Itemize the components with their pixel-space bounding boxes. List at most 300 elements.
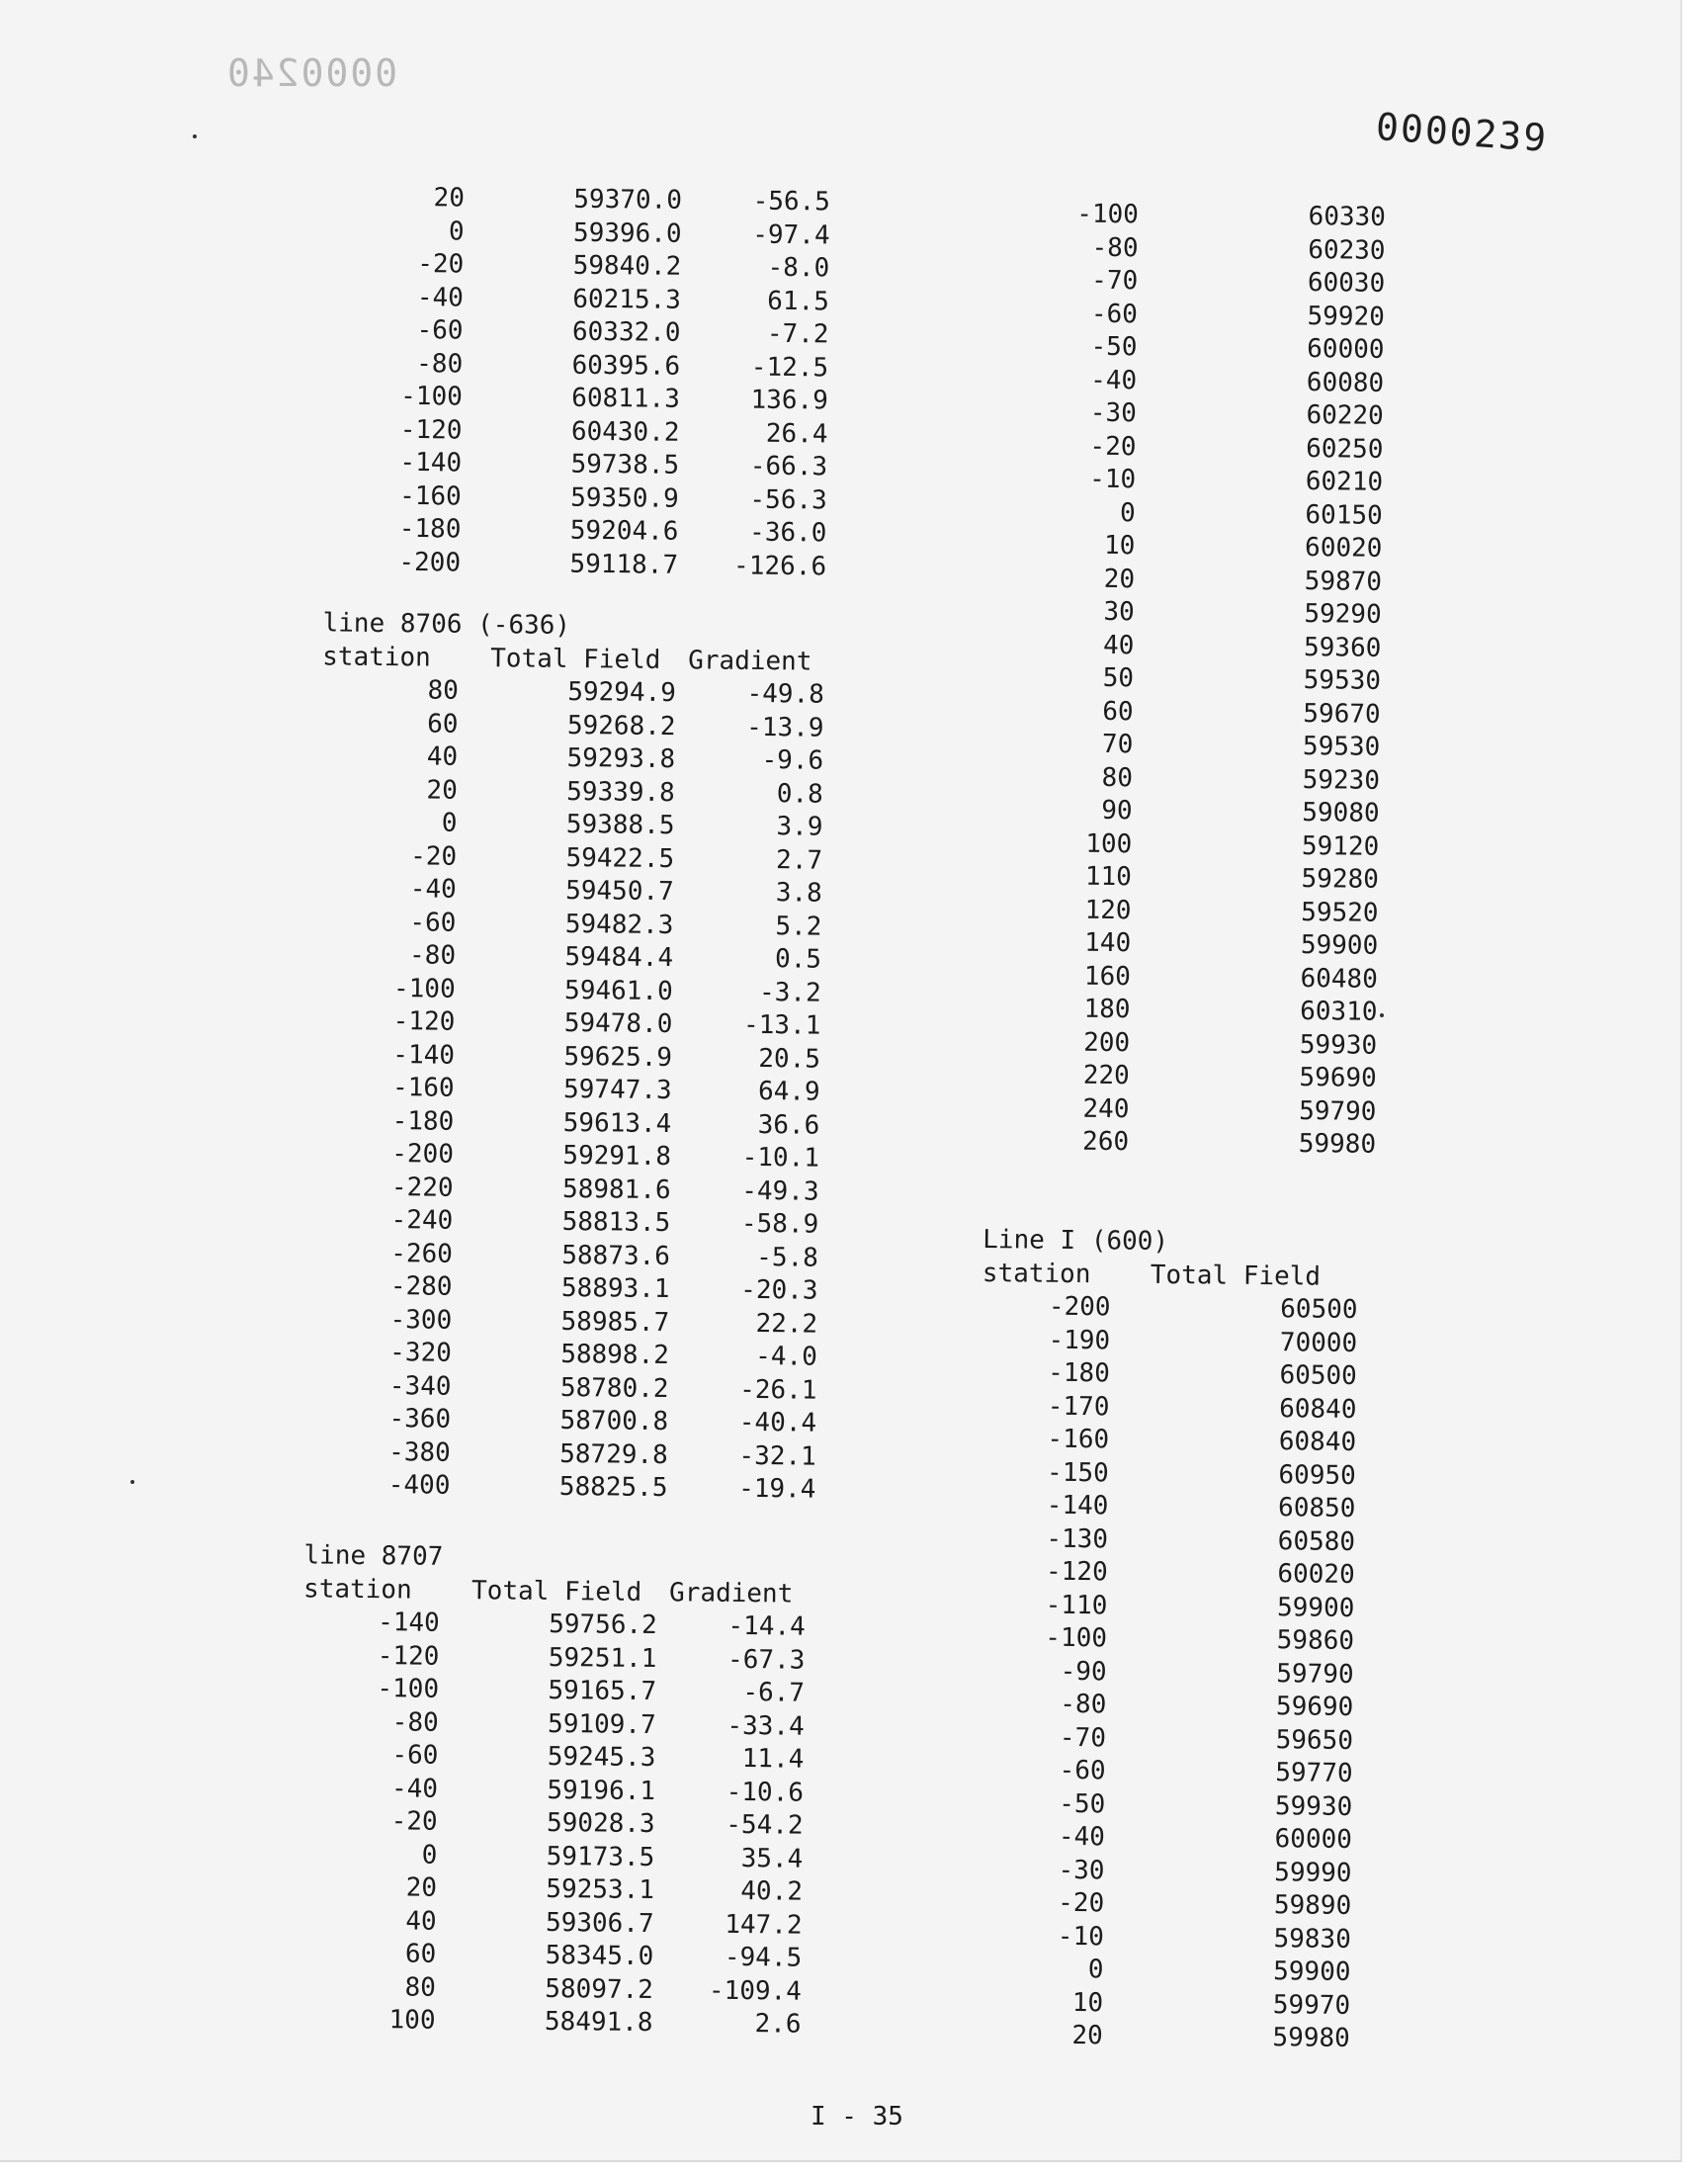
table-row — [350, 1639, 805, 1677]
total-field-cell: 59350.9 — [570, 482, 679, 514]
station-cell: -170 — [1047, 1391, 1110, 1422]
station-cell: -260 — [390, 1238, 454, 1269]
station-cell: -80 — [1060, 1689, 1107, 1720]
station-cell: -40 — [1090, 365, 1138, 395]
station-cell: -50 — [1059, 1788, 1106, 1819]
total-field-cell: 59339.8 — [566, 776, 675, 808]
table-row — [1003, 1621, 1354, 1658]
station-cell: -180 — [1048, 1357, 1110, 1389]
total-field-cell: 58780.2 — [559, 1372, 669, 1404]
table-row — [1027, 926, 1378, 963]
gradient-cell: -56.5 — [752, 186, 831, 218]
speck-mark — [193, 134, 197, 138]
gradient-cell: -3.2 — [758, 977, 821, 1008]
gradient-cell: -26.1 — [739, 1374, 817, 1406]
total-field-cell: 59173.5 — [546, 1841, 655, 1872]
table-row — [1029, 695, 1380, 732]
total-field-cell: 70000 — [1279, 1327, 1358, 1358]
gradient-cell: -20.3 — [740, 1274, 818, 1306]
station-cell: -50 — [1090, 331, 1138, 363]
table-row — [1006, 1324, 1357, 1360]
total-field-cell: 59165.7 — [548, 1675, 657, 1707]
gradient-cell: 2.7 — [775, 844, 823, 876]
gradient-cell: -97.4 — [752, 219, 830, 250]
total-field-cell: 60850 — [1277, 1493, 1356, 1523]
station-cell: -180 — [398, 513, 462, 545]
gradient-cell: -56.3 — [749, 484, 827, 515]
total-field-cell: 59625.9 — [563, 1041, 673, 1073]
total-field-cell: 60500 — [1279, 1360, 1357, 1392]
station-cell: -60 — [416, 315, 464, 346]
station-cell: -60 — [409, 907, 457, 938]
station-cell: 40 — [1102, 630, 1135, 660]
total-field-cell: 59196.1 — [547, 1775, 656, 1806]
total-field-cell: 60210 — [1305, 467, 1384, 497]
station-cell: 60 — [404, 1939, 437, 1969]
station-cell: 20 — [433, 183, 466, 214]
total-field-cell: 59870 — [1304, 566, 1383, 597]
station-cell: -160 — [391, 1073, 455, 1103]
station-cell: 50 — [1102, 662, 1135, 694]
station-cell: -220 — [390, 1172, 454, 1203]
station-cell: -40 — [390, 1773, 439, 1804]
table-row — [363, 1337, 817, 1374]
line-8707-rows — [346, 1607, 806, 2042]
station-cell: -100 — [392, 973, 456, 1004]
table-row — [368, 807, 822, 844]
gradient-cell: 3.8 — [775, 878, 822, 909]
total-field-cell: 58345.0 — [545, 1940, 654, 1972]
table-row — [1005, 1390, 1356, 1427]
table-row — [366, 1038, 820, 1076]
total-field-cell: 59290 — [1304, 599, 1382, 630]
table-row — [346, 2004, 801, 2042]
total-field-cell: 59613.4 — [562, 1107, 672, 1139]
table-row — [375, 215, 829, 252]
station-cell: 40 — [405, 1905, 437, 1937]
table-row — [1000, 1886, 1351, 1923]
station-cell: -130 — [1046, 1523, 1109, 1554]
station-cell: -20 — [417, 249, 465, 280]
table-row — [1030, 629, 1381, 665]
table-row — [364, 1237, 818, 1274]
table-row — [1026, 1059, 1377, 1095]
station-cell: -120 — [377, 1640, 440, 1672]
station-cell: -100 — [400, 381, 463, 412]
page-stamp: 0000239 — [1374, 104, 1550, 161]
station-cell: 20 — [405, 1872, 438, 1903]
table-row — [1003, 1589, 1354, 1625]
table-row — [361, 1469, 815, 1507]
table-row — [1032, 463, 1383, 499]
total-field-cell: 59690 — [1299, 1063, 1377, 1093]
table-row — [347, 1938, 802, 1975]
gradient-cell: 64.9 — [757, 1077, 820, 1107]
station-cell: -190 — [1048, 1325, 1111, 1355]
table-row — [1005, 1423, 1356, 1459]
table-row — [1004, 1555, 1355, 1592]
total-field-cell: 59890 — [1273, 1890, 1352, 1921]
station-cell: -140 — [1046, 1490, 1109, 1522]
gradient-cell: -49.8 — [746, 678, 825, 710]
station-cell: 30 — [1103, 596, 1135, 628]
total-field-cell: 59860 — [1276, 1625, 1355, 1656]
station-cell: -140 — [392, 1039, 456, 1071]
station-cell: -120 — [399, 414, 463, 446]
line-8707-title: line 8707 — [303, 1540, 444, 1572]
station-cell: 80 — [404, 1971, 437, 2003]
table-row — [1033, 396, 1384, 433]
gradient-cell: -14.4 — [727, 1610, 806, 1642]
gradient-cell: -58.9 — [740, 1208, 819, 1240]
station-cell: -380 — [388, 1436, 451, 1468]
table-row — [1002, 1721, 1353, 1758]
total-field-cell: 58729.8 — [559, 1438, 668, 1470]
table-row — [1027, 960, 1378, 997]
station-cell: -70 — [1091, 265, 1139, 297]
gradient-cell: 147.2 — [725, 1909, 803, 1941]
total-field-cell: 59478.0 — [563, 1007, 673, 1040]
total-field-cell: 59482.3 — [564, 909, 674, 940]
total-field-cell: 58873.6 — [561, 1240, 671, 1271]
table-row — [349, 1772, 804, 1809]
station-cell: -40 — [416, 282, 465, 313]
total-field-cell: 59280 — [1301, 864, 1380, 895]
table-row — [372, 546, 826, 583]
station-cell: -110 — [1045, 1590, 1108, 1620]
table-row — [364, 1171, 818, 1208]
station-cell: 60 — [1102, 696, 1134, 727]
total-field-cell: 59990 — [1274, 1857, 1352, 1888]
table-row — [348, 1838, 803, 1875]
station-cell: -20 — [1058, 1887, 1105, 1919]
total-field-cell: 60500 — [1280, 1294, 1358, 1326]
station-cell: -150 — [1046, 1457, 1109, 1488]
station-cell: 120 — [1084, 895, 1132, 925]
table-row — [369, 740, 823, 778]
total-field-cell: 59370.0 — [573, 184, 683, 216]
table-row — [1001, 1754, 1352, 1790]
total-field-cell: 59293.8 — [566, 742, 676, 775]
total-field-cell: 59360 — [1303, 632, 1382, 663]
table-row — [373, 479, 827, 517]
total-field-cell: 59830 — [1273, 1923, 1351, 1955]
total-field-cell: 60020 — [1304, 533, 1383, 564]
line-8706-rows — [361, 674, 824, 1507]
table-row — [362, 1403, 816, 1440]
total-field-cell: 60332.0 — [571, 316, 681, 348]
gradient-cell: -54.2 — [726, 1809, 804, 1841]
table-row — [362, 1369, 816, 1407]
table-row — [1033, 330, 1384, 367]
table-row — [374, 381, 828, 418]
total-field-cell: 59530 — [1303, 665, 1382, 696]
table-row — [999, 2019, 1350, 2055]
total-field-cell: 59690 — [1275, 1692, 1354, 1722]
total-field-cell: 59920 — [1307, 301, 1386, 332]
station-cell: 20 — [1103, 564, 1136, 594]
station-cell: 100 — [1085, 828, 1133, 859]
gradient-cell: -4.0 — [755, 1341, 817, 1372]
station-cell: 100 — [388, 2005, 436, 2036]
table-row — [1030, 661, 1381, 698]
gradient-cell: -32.1 — [738, 1440, 816, 1472]
gradient-cell: -12.5 — [750, 352, 829, 383]
station-cell: -10 — [1088, 464, 1137, 495]
table-row — [1031, 595, 1382, 632]
station-cell: 10 — [1071, 1987, 1104, 2018]
table-row — [1032, 430, 1383, 467]
station-cell: -360 — [388, 1404, 452, 1435]
total-field-cell: 59291.8 — [562, 1140, 672, 1173]
station-cell: 0 — [441, 808, 458, 838]
total-field-cell: 59747.3 — [562, 1074, 672, 1106]
station-cell: 0 — [1087, 1955, 1104, 1985]
gradient-cell: -13.1 — [742, 1009, 821, 1041]
table-row — [1028, 827, 1379, 864]
table-row — [350, 1673, 805, 1710]
table-row — [367, 939, 821, 977]
table-row — [347, 1904, 802, 1942]
total-field-cell: 59900 — [1273, 1957, 1351, 1987]
line-8707-header — [303, 1573, 806, 1611]
total-field-header: Total Field — [1150, 1260, 1322, 1292]
station-cell: -70 — [1059, 1722, 1107, 1753]
gradient-cell: 11.4 — [741, 1744, 805, 1775]
station-cell: -140 — [377, 1608, 440, 1638]
total-field-cell: 58813.5 — [561, 1206, 671, 1239]
table-row — [1034, 231, 1385, 268]
table-row — [365, 1138, 819, 1175]
total-field-cell: 59253.1 — [546, 1873, 655, 1906]
gradient-cell: 36.6 — [757, 1109, 820, 1141]
station-cell: -300 — [389, 1304, 453, 1336]
total-field-cell: 59109.7 — [547, 1708, 656, 1740]
total-field-cell: 59251.1 — [548, 1642, 657, 1674]
gradient-cell: -13.9 — [746, 712, 824, 743]
station-cell: -200 — [398, 547, 462, 578]
station-cell: 10 — [1103, 530, 1136, 562]
total-field-cell: 58097.2 — [545, 1973, 654, 2005]
table-row — [370, 674, 824, 712]
line-I-section — [975, 1224, 1359, 2055]
table-row — [351, 1607, 806, 1644]
station-cell: 110 — [1084, 861, 1133, 893]
total-field-cell: 60395.6 — [571, 350, 681, 382]
station-cell: -200 — [391, 1139, 455, 1170]
station-cell: 0 — [1119, 497, 1136, 528]
station-cell: -90 — [1060, 1656, 1107, 1687]
table-row — [1002, 1655, 1353, 1692]
table-row — [1035, 198, 1386, 234]
table-row — [1001, 1787, 1352, 1824]
station-cell: -60 — [1090, 299, 1139, 329]
total-field-cell: 59245.3 — [547, 1741, 656, 1774]
total-field-cell: 59306.7 — [545, 1907, 654, 1939]
line-8706-title: line 8706 (-636) — [322, 608, 571, 641]
station-cell: 260 — [1081, 1126, 1130, 1158]
table-row — [348, 1805, 803, 1843]
page-number: I - 35 — [811, 2102, 903, 2132]
station-cell: 200 — [1083, 1027, 1131, 1058]
total-field-cell: 58491.8 — [544, 2006, 653, 2039]
table-row — [366, 1005, 820, 1043]
total-field-header: Total Field — [470, 1575, 642, 1608]
gradient-cell: -10.6 — [726, 1777, 805, 1808]
total-field-cell: 60000 — [1307, 334, 1385, 365]
total-field-cell: 58700.8 — [559, 1405, 669, 1437]
station-cell: -200 — [1048, 1291, 1111, 1323]
station-cell: -120 — [1045, 1556, 1108, 1588]
table-row — [367, 906, 821, 943]
table-row — [1025, 1125, 1376, 1162]
total-field-cell: 60330 — [1308, 202, 1387, 232]
station-cell: 180 — [1083, 994, 1131, 1025]
speck-mark — [1380, 1013, 1384, 1017]
station-cell: -160 — [1047, 1424, 1110, 1455]
station-cell: -320 — [389, 1338, 453, 1368]
station-cell: -100 — [1076, 199, 1140, 230]
station-header: station — [982, 1258, 1091, 1289]
total-field-cell: 60020 — [1277, 1559, 1355, 1590]
total-field-cell: 58825.5 — [558, 1471, 668, 1504]
table-row — [1032, 496, 1383, 533]
table-row — [1034, 298, 1385, 334]
station-cell: 20 — [1071, 2021, 1103, 2051]
table-row — [349, 1739, 804, 1777]
total-field-cell: 58898.2 — [560, 1339, 670, 1371]
gradient-cell: 5.2 — [775, 911, 822, 942]
total-field-cell: 60840 — [1279, 1393, 1357, 1425]
station-cell: 40 — [426, 741, 459, 772]
total-field-cell: 59930 — [1299, 1029, 1378, 1061]
total-field-cell: 59900 — [1276, 1592, 1355, 1623]
station-cell: 240 — [1082, 1093, 1130, 1124]
total-field-cell: 60840 — [1278, 1427, 1357, 1457]
station-cell: -20 — [390, 1806, 438, 1837]
station-cell: 0 — [448, 216, 465, 247]
table-row — [1031, 563, 1382, 599]
table-row — [1031, 529, 1382, 566]
station-cell: -340 — [388, 1370, 452, 1402]
total-field-cell: 60030 — [1307, 268, 1386, 299]
total-field-cell: 60220 — [1306, 400, 1384, 431]
total-field-cell: 59396.0 — [572, 218, 682, 249]
table-row — [375, 248, 829, 286]
total-field-cell: 58893.1 — [560, 1272, 670, 1305]
mirrored-page-stamp: 0000240 — [225, 51, 398, 95]
gradient-cell: -5.8 — [756, 1242, 819, 1273]
total-field-cell: 60310 — [1300, 997, 1378, 1027]
total-field-cell: 59930 — [1274, 1790, 1353, 1822]
station-cell: -160 — [399, 480, 462, 512]
table-row — [363, 1270, 817, 1308]
table-row — [1002, 1688, 1353, 1724]
total-field-cell: 60000 — [1274, 1824, 1353, 1855]
table-row — [1028, 794, 1379, 830]
total-field-cell: 59520 — [1301, 897, 1379, 928]
table-row — [368, 839, 822, 877]
gradient-cell: -126.6 — [732, 550, 827, 581]
station-cell: -40 — [1058, 1821, 1106, 1853]
gradient-cell: 40.2 — [740, 1875, 804, 1907]
table-row — [1033, 364, 1384, 400]
gradient-header: Gradient — [668, 1577, 794, 1610]
total-field-cell: 59530 — [1302, 732, 1381, 762]
total-field-cell: 59484.4 — [564, 941, 674, 974]
station-cell: -60 — [1059, 1755, 1106, 1786]
gradient-cell: 3.9 — [776, 812, 823, 842]
station-cell: -400 — [387, 1470, 451, 1501]
total-field-cell: 59204.6 — [569, 515, 679, 547]
station-cell: -80 — [416, 348, 464, 380]
table-row — [999, 1986, 1350, 2023]
station-cell: -280 — [389, 1271, 453, 1302]
total-field-cell: 59422.5 — [565, 842, 675, 874]
line-I-header — [982, 1258, 1358, 1294]
station-cell: 20 — [426, 774, 458, 806]
table-row — [374, 347, 828, 385]
total-field-cell: 60230 — [1308, 234, 1386, 266]
station-cell: 90 — [1101, 795, 1133, 826]
table-row — [1004, 1489, 1355, 1525]
line-I-rows — [999, 1290, 1358, 2055]
station-cell: -20 — [1089, 431, 1137, 462]
total-field-cell: 59650 — [1275, 1724, 1354, 1756]
station-cell: -140 — [399, 447, 463, 478]
table-row — [368, 873, 822, 911]
table-row — [373, 447, 827, 484]
station-cell: 160 — [1083, 961, 1132, 992]
total-field-cell: 60150 — [1305, 499, 1383, 531]
table-row — [1026, 993, 1377, 1029]
gradient-cell: -33.4 — [726, 1710, 805, 1742]
table-row — [1004, 1522, 1355, 1559]
table-row — [363, 1303, 817, 1341]
line-8706-header — [322, 641, 824, 679]
table-row — [1001, 1820, 1352, 1857]
table-row — [350, 1705, 805, 1743]
station-cell: -80 — [391, 1706, 439, 1738]
total-field-cell: 59294.9 — [567, 676, 677, 709]
total-field-cell: 59118.7 — [569, 549, 679, 580]
total-field-cell: 59970 — [1272, 1989, 1351, 2021]
total-field-cell: 59080 — [1302, 798, 1380, 828]
total-field-cell: 60580 — [1277, 1525, 1356, 1557]
gradient-cell: -36.0 — [748, 517, 827, 549]
station-cell: -80 — [1091, 232, 1139, 263]
table-row — [364, 1204, 818, 1242]
total-field-cell: 60950 — [1278, 1459, 1356, 1491]
total-field-cell: 60480 — [1300, 963, 1378, 995]
speck-mark — [130, 1480, 134, 1484]
table-row — [1005, 1456, 1356, 1493]
table-row — [367, 972, 821, 1009]
total-field-cell: 60215.3 — [572, 284, 682, 315]
station-cell: -100 — [1045, 1622, 1108, 1654]
gradient-cell: 0.8 — [776, 778, 823, 810]
table-row — [1028, 860, 1379, 897]
station-cell: 0 — [421, 1840, 438, 1870]
total-field-cell: 60080 — [1306, 367, 1385, 398]
total-field-cell: 59980 — [1298, 1129, 1377, 1160]
total-field-cell: 58981.6 — [561, 1174, 671, 1205]
station-cell: -20 — [409, 840, 458, 872]
gradient-cell: -19.4 — [737, 1473, 816, 1505]
gradient-cell: 136.9 — [750, 385, 828, 416]
table-row — [369, 707, 823, 744]
top-block-table — [372, 182, 830, 584]
